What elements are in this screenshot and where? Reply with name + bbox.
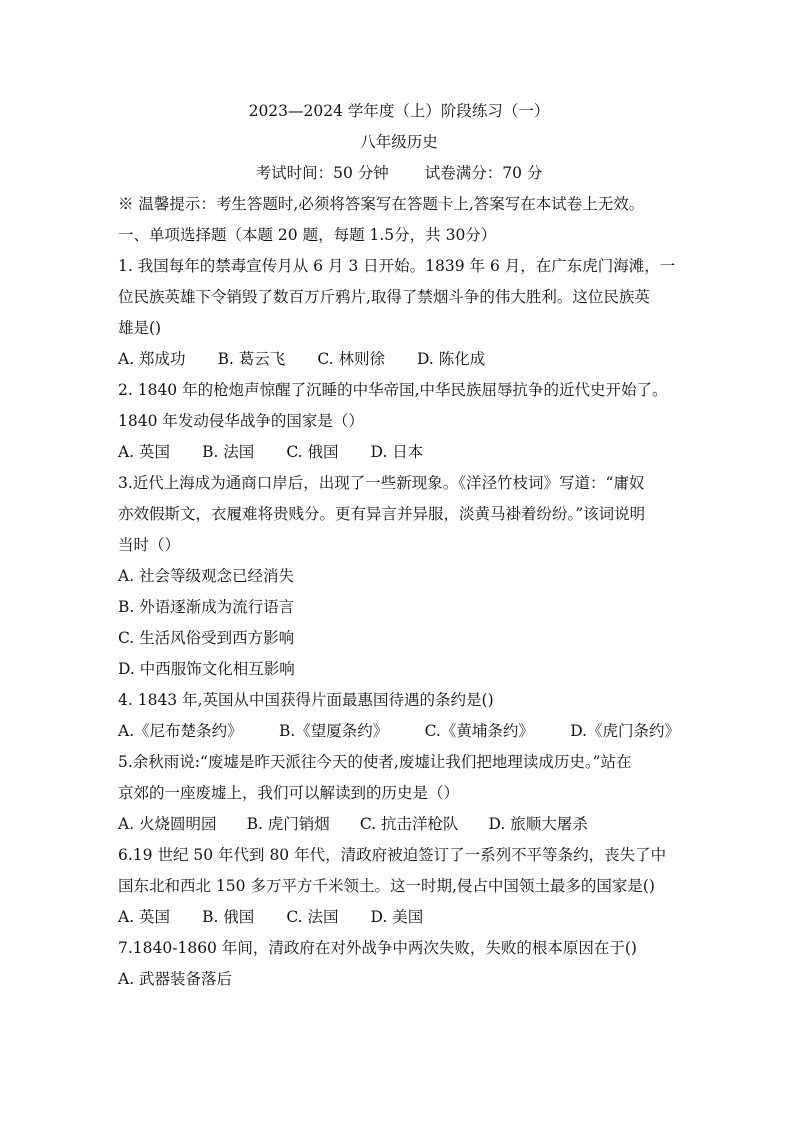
question-2-option-a: A. 英国 (118, 443, 171, 461)
question-6-option-d: D. 美国 (370, 908, 424, 926)
question-2-line-2: 1840 年发动侵华战争的国家是（） (118, 412, 364, 430)
question-4-line-1: 4. 1843 年,英国从中国获得片面最惠国待遇的条约是() (118, 691, 494, 709)
question-1-options (118, 344, 680, 375)
section-heading: 一、单项选择题（本题 20 题，每题 1.5分，共 30分） (118, 226, 497, 244)
question-5-option-c: C. 抗击洋枪队 (359, 815, 459, 833)
question-6-line-2: 国东北和西北 150 多万平方千米领土。这一时期,侵占中国领土最多的国家是() (118, 877, 655, 895)
question-2-options (118, 437, 680, 468)
question-5-option-a: A. 火烧圆明园 (118, 815, 217, 833)
question-1-option-a: A. 郑成功 (118, 350, 186, 368)
question-5-options (118, 809, 680, 840)
question-4-option-b: B.《望厦条约》 (278, 722, 389, 740)
question-3-option-c: C. 生活风俗受到西方影响 (118, 629, 295, 647)
full-score: 试卷满分：70 分 (424, 164, 543, 182)
question-6-option-a: A. 英国 (118, 908, 171, 926)
question-4-option-d: D.《虎门条约》 (570, 722, 680, 740)
question-6-line-1: 6.19 世纪 50 年代到 80 年代，清政府被迫签订了一系列不平等条约，丧失了中 (118, 846, 667, 864)
question-4-option-c: C.《黄埔条约》 (424, 722, 534, 740)
exam-subject: 八年级历史 (360, 133, 438, 151)
exam-title: 2023—2024 学年度（上）阶段练习（一） (248, 102, 550, 120)
question-3-line-1: 3.近代上海成为通商口岸后，出现了一些新现象。《洋泾竹枝词》写道：“庸奴 (118, 474, 645, 492)
question-3-option-a: A. 社会等级观念已经消失 (118, 567, 295, 585)
question-1-option-d: D. 陈化成 (416, 350, 486, 368)
exam-meta (118, 158, 680, 189)
question-1-line-1: 1. 我国每年的禁毒宣传月从 6 月 3 日开始。1839 年 6 月，在广东虎门海滩，一 (118, 257, 676, 275)
question-6-option-c: C. 法国 (286, 908, 339, 926)
exam-paper (118, 96, 680, 995)
question-1-option-b: B. 葛云飞 (217, 350, 286, 368)
question-2-option-c: C. 俄国 (286, 443, 339, 461)
question-2-option-b: B. 法国 (202, 443, 255, 461)
question-7-option-a: A. 武器装备落后 (118, 970, 233, 988)
question-6-option-b: B. 俄国 (202, 908, 255, 926)
question-5-option-d: D. 旅顺大屠杀 (488, 815, 588, 833)
question-3-line-2: 亦效假斯文，衣履难将贵贱分。更有异言并异服，淡黄马褂着纷纷。”该词说明 (118, 505, 646, 523)
exam-time: 考试时间：50 分钟 (255, 164, 389, 182)
question-6-options (118, 902, 680, 933)
question-4-options (118, 716, 680, 747)
question-5-option-b: B. 虎门销烟 (246, 815, 330, 833)
question-5-line-1: 5.余秋雨说:“废墟是昨天派往今天的使者,废墟让我们把地理读成历史。”站在 (118, 753, 632, 771)
question-1-line-3: 雄是() (118, 319, 162, 337)
question-2-option-d: D. 日本 (370, 443, 424, 461)
question-1-option-c: C. 林则徐 (317, 350, 385, 368)
question-3-line-3: 当时（） (118, 536, 181, 554)
question-3-option-b: B. 外语逐渐成为流行语言 (118, 598, 295, 616)
question-2-line-1: 2. 1840 年的枪炮声惊醒了沉睡的中华帝国,中华民族屈辱抗争的近代史开始了。 (118, 381, 668, 399)
question-1-line-2: 位民族英雄下令销毁了数百万斤鸦片,取得了禁烟斗争的伟大胜利。这位民族英 (118, 288, 650, 306)
question-5-line-2: 京郊的一座废墟上，我们可以解读到的历史是（） (118, 784, 460, 802)
exam-notice: ※ 温馨提示：考生答题时,必须将答案写在答题卡上,答案写在本试卷上无效。 (118, 195, 645, 213)
question-4-option-a: A.《尼布楚条约》 (118, 722, 243, 740)
question-7-line-1: 7.1840-1860 年间，清政府在对外战争中两次失败，失败的根本原因在于() (118, 939, 637, 957)
question-3-option-d: D. 中西服饰文化相互影响 (118, 660, 295, 678)
